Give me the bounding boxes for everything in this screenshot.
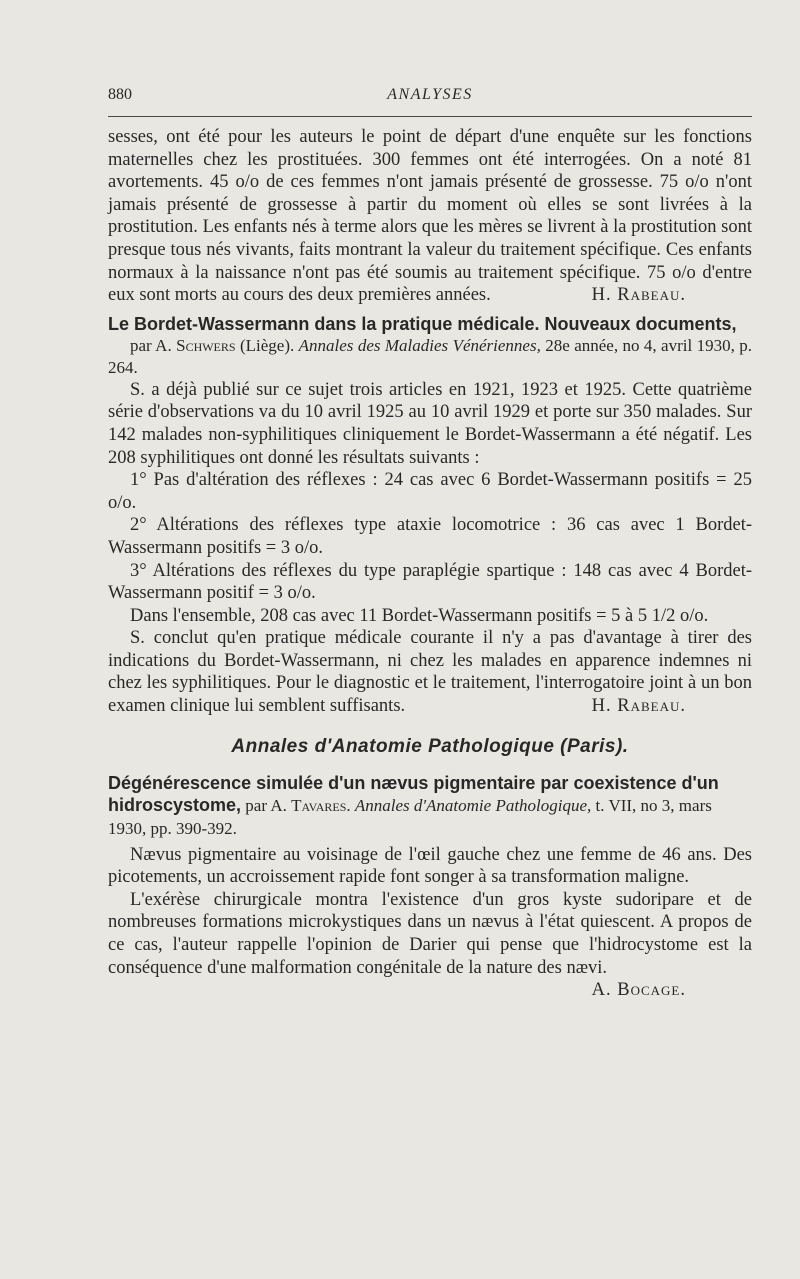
article-citation: par A. Schwers (Liège). Annales des Maladies Vénériennes, 28e année, no 4, avril 1930, p. 264.	[108, 335, 752, 377]
article-title: Dégénérescence simulée d'un nævus pigmentaire par coexistence d'un hidroscystome, par A. Tavares. Annales d'Anatomie Pathologique, t. VII, no 3, mars 1930, pp. 390-392.	[108, 772, 719, 838]
header-rule	[108, 116, 752, 117]
journal-name: Annales d'Anatomie Pathologique,	[354, 795, 592, 815]
author-name: Tavares	[291, 795, 347, 815]
journal-heading: Annales d'Anatomie Pathologique (Paris).	[231, 735, 629, 757]
paragraph: 2° Altérations des réflexes type ataxie locomotrice : 36 cas avec 1 Bordet-Wassermann positifs = 3 o/o.	[108, 515, 752, 558]
paragraph: L'exérèse chirurgicale montra l'existence d'un gros kyste sudoripare et de nombreuses formations microkystiques dans un nævus à l'état quiescent. A propos de ce cas, l'auteur rappelle l'opinion de Darier qui pense que l'hidrocystome est la conséquence d'une malformation congénitale de la nature des nævi. A. Bocage.	[108, 889, 752, 1001]
page-header	[108, 86, 752, 110]
paragraph: Nævus pigmentaire au voisinage de l'œil gauche chez une femme de 46 ans. Des picotements, un accroissement rapide font songer à sa transformation maligne.	[108, 844, 752, 888]
article-title: Le Bordet-Wassermann dans la pratique médicale. Nouveaux documents,	[108, 313, 737, 334]
signature: H. Rabeau.	[591, 696, 686, 717]
signature: A. Bocage.	[591, 980, 686, 1001]
paragraph: S. conclut qu'en pratique médicale courante il n'y a pas d'avantage à tirer des indications du Bordet-Wassermann, ni chez les malades en apparence indemnes ni chez les syphilitiques. Pour le diagnostic et le traitement, l'interrogatoire joint à un bon examen clinique lui semblent suffisants. H. Rabeau.	[108, 628, 752, 717]
page-number: 880	[108, 86, 132, 103]
paragraph: 1° Pas d'altération des réflexes : 24 cas avec 6 Bordet-Wassermann positifs = 25 o/o.	[108, 470, 752, 513]
paragraph: S. a déjà publié sur ce sujet trois articles en 1921, 1923 et 1925. Cette quatrième série d'observations va du 10 avril 1925 au 10 avril 1929 et porte sur 350 malades. Sur 142 malades non-syphilitiques cliniquement le Bordet-Wassermann a été négatif. Les 208 syphilitiques ont donné les résultats suivants :	[108, 379, 752, 468]
paragraph: Dans l'ensemble, 208 cas avec 11 Bordet-Wassermann positifs = 5 à 5 1/2 o/o.	[130, 605, 709, 626]
paragraph: 3° Altérations des réflexes du type paraplégie spartique : 148 cas avec 4 Bordet-Wassermann positif = 3 o/o.	[108, 560, 752, 604]
continued-paragraph: sesses, ont été pour les auteurs le point de départ d'une enquête sur les fonctions maternelles chez les prostituées. 300 femmes ont été interrogées. On a noté 81 avortements. 45 o/o de ces femmes n'ont jamais présenté de grossesse. 75 o/o n'ont jamais présenté de grossesse à partir du moment où elles se sont livrées à la prostitution. Les enfants nés à terme alors que les mères se livrent à la prostitution sont presque tous nés vivants, faits montrant la valeur du traitement spécifique. Ces enfants normaux à la naissance n'ont pas été soumis au traitement spécifique. 75 o/o d'entre eux sont morts au cours des deux premières années. H. Rabeau.	[108, 127, 752, 306]
signature: H. Rabeau.	[591, 285, 686, 306]
journal-name: Annales des Maladies Vénériennes,	[298, 335, 541, 355]
running-title: ANALYSES	[387, 86, 473, 103]
page-body	[108, 126, 752, 1002]
author-name: Schwers	[176, 335, 236, 355]
